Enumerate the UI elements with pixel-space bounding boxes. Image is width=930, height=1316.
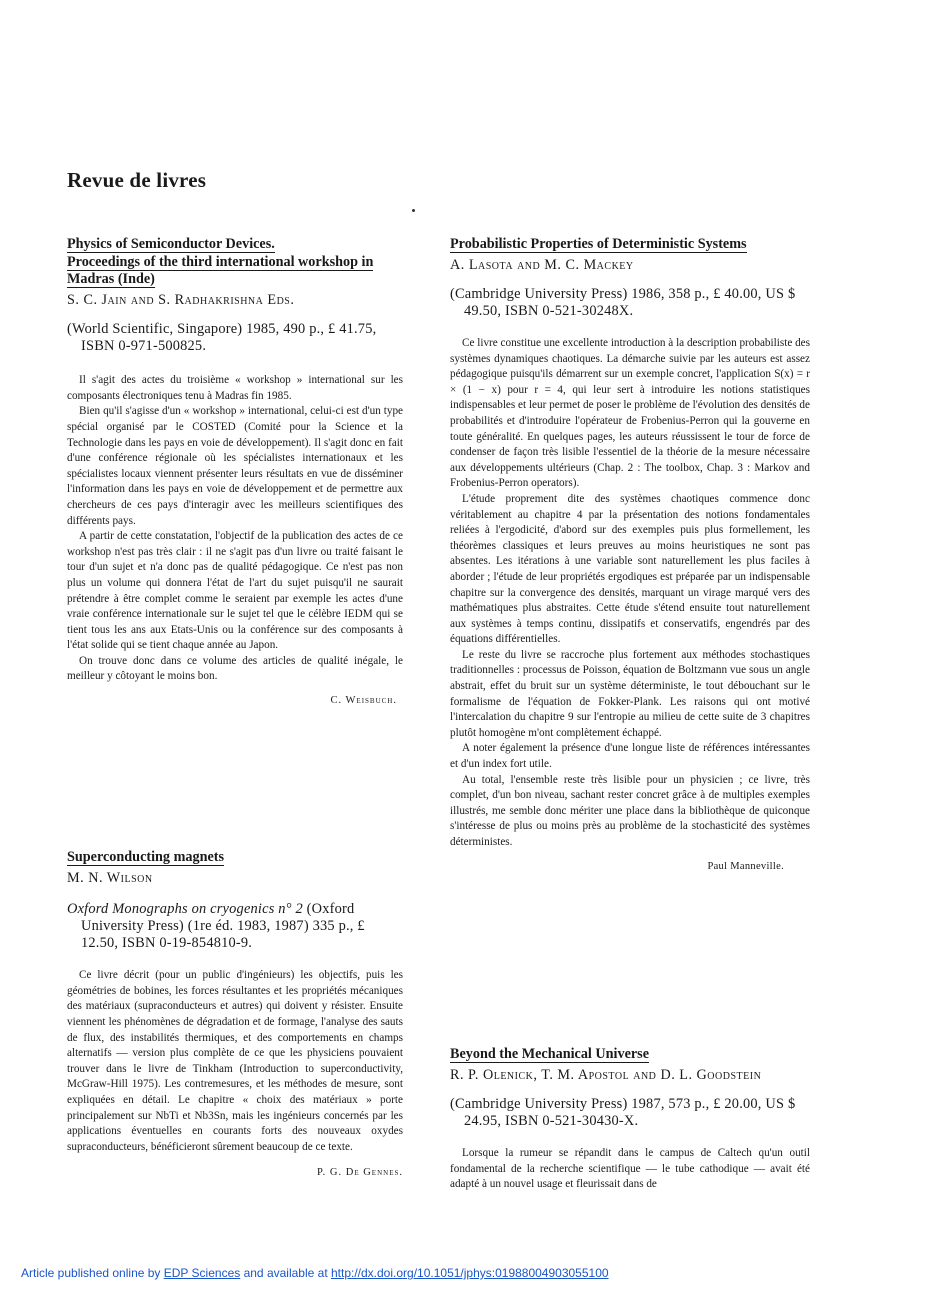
paragraph: Le reste du livre se raccroche plus fortement aux méthodes stochastiques traditionnelles : processus de Poisson, équation de Boltzmann vue sous un angle abstrait, effet du bruit sur un système déterministe, le tout débouchant sur le formalisme de l'équation de Fokker-Plank. Les raisons qui ont motivé l'intercalation du chapitre 9 sur l'entropie au milieu de cette suite de 3 chapitres plutôt homogène m'ont complètement échappé. bbox=[450, 648, 810, 739]
heading-line: Proceedings of the third international workshop in bbox=[67, 253, 374, 270]
review-probabilistic-properties bbox=[450, 236, 810, 872]
review-signature: C. Weisbuch. bbox=[330, 695, 397, 707]
review-authors: M. N. Wilson bbox=[67, 869, 153, 886]
review-body bbox=[450, 336, 810, 851]
review-heading bbox=[450, 1046, 810, 1064]
paragraph: Ce livre constitue une excellente introduction à la description probabiliste des systèmes dynamiques chaotiques. La démarche suivie par les auteurs est assez pédagogique puisqu'ils démarrent sur un exemple concret, l'application S(x) = r × (1 − x) pour r = 4, qui leur sert à introduire les notions statistiques indispensables et leur permet de poser le problème de l'évolution des densités de probabilités et d'introduire l'opérateur de Frobenius-Perron qui la gouverne en toute généralité. En quelques pages, les auteurs réussissent le tour de force de condenser de façon très lisible l'essentiel de la théorie de la mesure nécessaire aux développements ultérieurs (Chap. 2 : The toolbox, Chap. 3 : Markov and Frobenius-Perron operators). bbox=[450, 337, 810, 490]
heading-line: Superconducting magnets bbox=[67, 849, 225, 865]
publication-details: (Oxford University Press) (1re éd. 1983, 1987) 335 p., £ 12.50, ISBN 0-19-854810-9. bbox=[81, 900, 365, 951]
review-authors: A. Lasota and M. C. Mackey bbox=[450, 256, 634, 273]
review-heading bbox=[450, 236, 810, 254]
paragraph: Ce livre décrit (pour un public d'ingénieurs) les objectifs, puis les géométries de bobines, les forces résultantes et les propriétés mécaniques des matériaux (supraconducteurs et autres) qui doivent y résister. Ensuite viennent les phénomènes de dégradation et de formage, l'analyse des sauts de flux, des instabilités thermiques, et des comportements en champs alternatifs — version plus complète de ce que les physiciens pouvaient trouver dans le livre de Tinkham (Introduction to superconductivity, McGraw-Hill 1975). Les contremesures, et les méthodes de mesure, sont expliquées en détail. Le chapitre « choix des matériaux » porte principalement sur NbTi et Nb3Sn, mais les ingénieurs concernés par les applications éventuelles en courants forts des nouveaux oxydes supraconducteurs, bénéficieront sûrement beaucoup de ce texte. bbox=[67, 969, 403, 1153]
publisher-link[interactable]: EDP Sciences bbox=[163, 1266, 241, 1280]
review-body bbox=[67, 968, 403, 1155]
review-publication: (Cambridge University Press) 1987, 573 p., £ 20.00, US $ 24.95, ISBN 0-521-30430-X. bbox=[450, 1095, 796, 1129]
paragraph: Lorsque la rumeur se répandit dans le campus de Caltech qu'un outil fondamental de la recherche scientifique — le tube cathodique — avait été adapté à un nouvel usage et fleurissait dans de bbox=[450, 1147, 810, 1191]
review-signature: Paul Manneville. bbox=[707, 860, 784, 872]
footer-middle: and available at bbox=[240, 1266, 331, 1280]
review-authors: S. C. Jain and S. Radhakrishna Eds. bbox=[67, 291, 295, 308]
doi-link[interactable]: http://dx.doi.org/10.1051/jphys:01988004903055100 bbox=[330, 1266, 609, 1280]
paragraph: Bien qu'il s'agisse d'un « workshop » international, celui-ci est d'un type spécial organisé par le COSTED (Comité pour la Science et la Technologie dans les pays en voie de développement). Il s'agit donc en fait d'une conférence régionale où les spécialistes internationaux et les spécialistes locaux viennent présenter leurs résultats en vue de disséminer l'information dans les pays en voie de développement et de permettre aux chercheurs de ces pays d'interagir avec les meilleurs scientifiques des différents pays. bbox=[67, 405, 403, 527]
heading-line: Probabilistic Properties of Deterministic Systems bbox=[450, 236, 747, 252]
review-body bbox=[67, 373, 403, 685]
review-physics-semiconductor bbox=[67, 236, 403, 706]
review-heading bbox=[67, 849, 403, 867]
paragraph: On trouve donc dans ce volume des articles de qualité inégale, le meilleur y côtoyant le moins bon. bbox=[67, 654, 403, 683]
stray-mark bbox=[412, 209, 415, 212]
paragraph: A partir de cette constatation, l'objectif de la publication des actes de ce workshop n'est pas très clair : il ne s'agit pas d'un livre ou traité faisant le tour d'un sujet et n'a donc pas de qualité pédagogique. Ce n'est pas non plus un volume qui donnera l'état de l'art du sujet puisqu'il ne saurait prétendre à être complet comme le seraient par exemple les actes d'une vraie conférence internationale sur le sujet tel que le célèbre IEDM qui se tient tous les ans aux Etats-Unis ou la conférence sur des composants à l'état solide qui se tient chaque année au Japon. bbox=[67, 530, 403, 652]
paragraph: A noter également la présence d'une longue liste de références intéressantes et d'un index fort utile. bbox=[450, 742, 810, 771]
footer-prefix: Article published online by bbox=[21, 1266, 164, 1280]
heading-line: Beyond the Mechanical Universe bbox=[450, 1046, 649, 1062]
review-superconducting-magnets bbox=[67, 849, 403, 1178]
review-publication: (Cambridge University Press) 1986, 358 p., £ 40.00, US $ 49.50, ISBN 0-521-30248X. bbox=[450, 285, 796, 319]
review-body bbox=[450, 1146, 810, 1193]
footer-credit bbox=[21, 1266, 609, 1280]
page-title: Revue de livres bbox=[67, 168, 207, 192]
review-publication: (World Scientific, Singapore) 1985, 490 p., £ 41.75, ISBN 0-971-500825. bbox=[67, 320, 377, 354]
review-authors: R. P. Olenick, T. M. Apostol and D. L. Goodstein bbox=[450, 1066, 762, 1083]
review-beyond-mechanical-universe bbox=[450, 1046, 810, 1193]
review-signature: P. G. De Gennes. bbox=[316, 1167, 403, 1179]
review-heading bbox=[67, 236, 403, 289]
series-title: Oxford Monographs on cryogenics n° 2 bbox=[67, 900, 303, 917]
heading-line: Madras (Inde) bbox=[67, 271, 155, 288]
review-publication bbox=[67, 901, 403, 953]
heading-line: Physics of Semiconductor Devices. bbox=[67, 236, 275, 252]
paragraph: Il s'agit des actes du troisième « workshop » international sur les composants électroniques tenu à Madras fin 1985. bbox=[67, 374, 403, 402]
paragraph: Au total, l'ensemble reste très lisible pour un physicien ; ce livre, très complet, d'un bon niveau, sachant rester concret grâce à de multiples exemples illustrés, me semble donc mériter une place dans la bibliothèque de quiconque s'intéresse de plus ou moins près au problème de la stochasticité des systèmes déterministes. bbox=[450, 773, 810, 848]
paragraph: L'étude proprement dite des systèmes chaotiques commence donc véritablement au chapitre 4 par la présentation des notions fondamentales reliées à l'ergodicité, d'abord sur des exemples puis plus formellement, les théorèmes classiques et leurs preuves au moins heuristiques ne sont pas absentes. Les itérations à une variable sont naturellement les plus faciles à aborder ; l'étude de leur propriétés ergodiques est préparée par un indispensable chapitre sur la convergence des densités, marquant un virage marqué vers des mathématiques plus abstraites. Cette étude s'étend ensuite tout naturellement aux systèmes à temps continu, dissipatifs et conservatifs, engendrés par des équations différentielles. bbox=[450, 492, 810, 646]
